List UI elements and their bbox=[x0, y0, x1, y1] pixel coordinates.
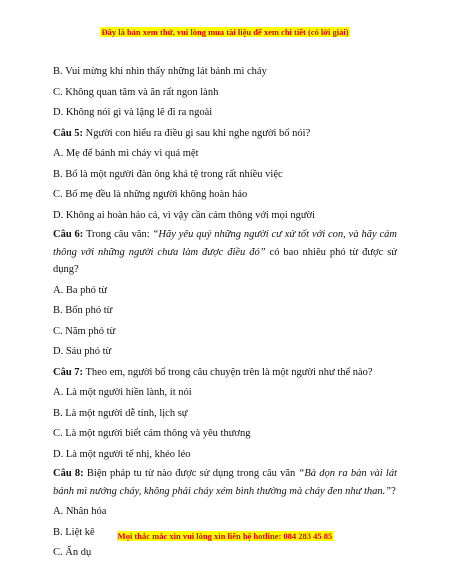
question-7-label: Câu 7: bbox=[53, 366, 84, 378]
question-5-label: Câu 5: bbox=[53, 127, 84, 139]
q4-option-d: D. Không nói gì và lặng lẽ đi ra ngoài bbox=[53, 107, 213, 118]
q5-option-a: A. Mẹ để bánh mì cháy vì quá mệt bbox=[53, 148, 199, 159]
q5-option-d: D. Không ai hoàn hảo cả, vì vậy cần cảm thông với mọi người bbox=[53, 209, 316, 221]
question-6-label: Câu 6: bbox=[53, 229, 84, 240]
question-8-intro: Biện pháp tu từ nào được sử dụng trong câu văn bbox=[83, 468, 299, 480]
q5-option-b: B. Bố là một người đàn ông khá tệ trong rất nhiều việc bbox=[53, 168, 283, 180]
preview-notice-text: Đây là bản xem thử, vui lòng mua tài liệu để xem chi tiết (có lời giải) bbox=[101, 27, 349, 37]
question-7 bbox=[53, 363, 397, 384]
question-6 bbox=[53, 226, 397, 279]
question-7-text: Theo em, người bố trong câu chuyện trên là một người như thế nào? bbox=[83, 366, 373, 378]
q8-option-c: C. Ẩn dụ bbox=[53, 547, 92, 559]
hotline-banner bbox=[0, 531, 450, 542]
document-body bbox=[53, 62, 397, 564]
q4-option-b: B. Vui mừng khi nhìn thấy những lát bánh mì cháy bbox=[53, 66, 267, 77]
q6-option-b: B. Bốn phó từ bbox=[53, 305, 113, 317]
question-5-text: Người con hiểu ra điều gì sau khi nghe người bố nói? bbox=[83, 127, 311, 139]
question-8-ask: ? bbox=[391, 485, 396, 497]
q7-option-c: C. Là một người biết cảm thông và yêu thương bbox=[53, 428, 251, 440]
q8-option-b: B. Liệt kê bbox=[53, 526, 95, 538]
question-6-quote: “Hãy yêu quý những người cư xử tốt với con, và hãy cảm thông với những người chưa làm được điều đó” bbox=[53, 229, 398, 258]
q7-option-d: D. Là một người tế nhị, khéo léo bbox=[53, 448, 191, 460]
q6-option-c: C. Năm phó từ bbox=[53, 325, 116, 337]
q6-option-a: A. Ba phó từ bbox=[53, 284, 108, 296]
preview-notice-banner bbox=[0, 27, 450, 38]
q7-option-a: A. Là một người hiền lành, ít nói bbox=[53, 387, 192, 399]
question-8-label: Câu 8: bbox=[53, 468, 84, 480]
q8-option-a: A. Nhân hóa bbox=[53, 506, 107, 518]
question-8-quote: “Bà dọn ra bàn vài lát bánh mì nướng cháy, không phải cháy xém bình thường mà cháy đen như than.” bbox=[53, 468, 397, 497]
q5-option-c: C. Bố mẹ đều là những người không hoàn hảo bbox=[53, 189, 248, 200]
q6-option-d: D. Sáu phó từ bbox=[53, 346, 112, 358]
question-5 bbox=[53, 124, 397, 145]
question-8 bbox=[53, 465, 397, 500]
hotline-text: Mọi thắc mắc xin vui lòng xin liên hệ hotline: 084 283 45 85 bbox=[117, 531, 333, 541]
question-6-ask: có bao nhiêu phó từ được sử dụng? bbox=[53, 246, 398, 276]
q4-option-c: C. Không quan tâm và ăn rất ngon lành bbox=[53, 86, 219, 98]
question-6-intro: Trong câu văn: bbox=[83, 229, 153, 240]
q7-option-b: B. Là một người dễ tính, lịch sự bbox=[53, 407, 188, 419]
